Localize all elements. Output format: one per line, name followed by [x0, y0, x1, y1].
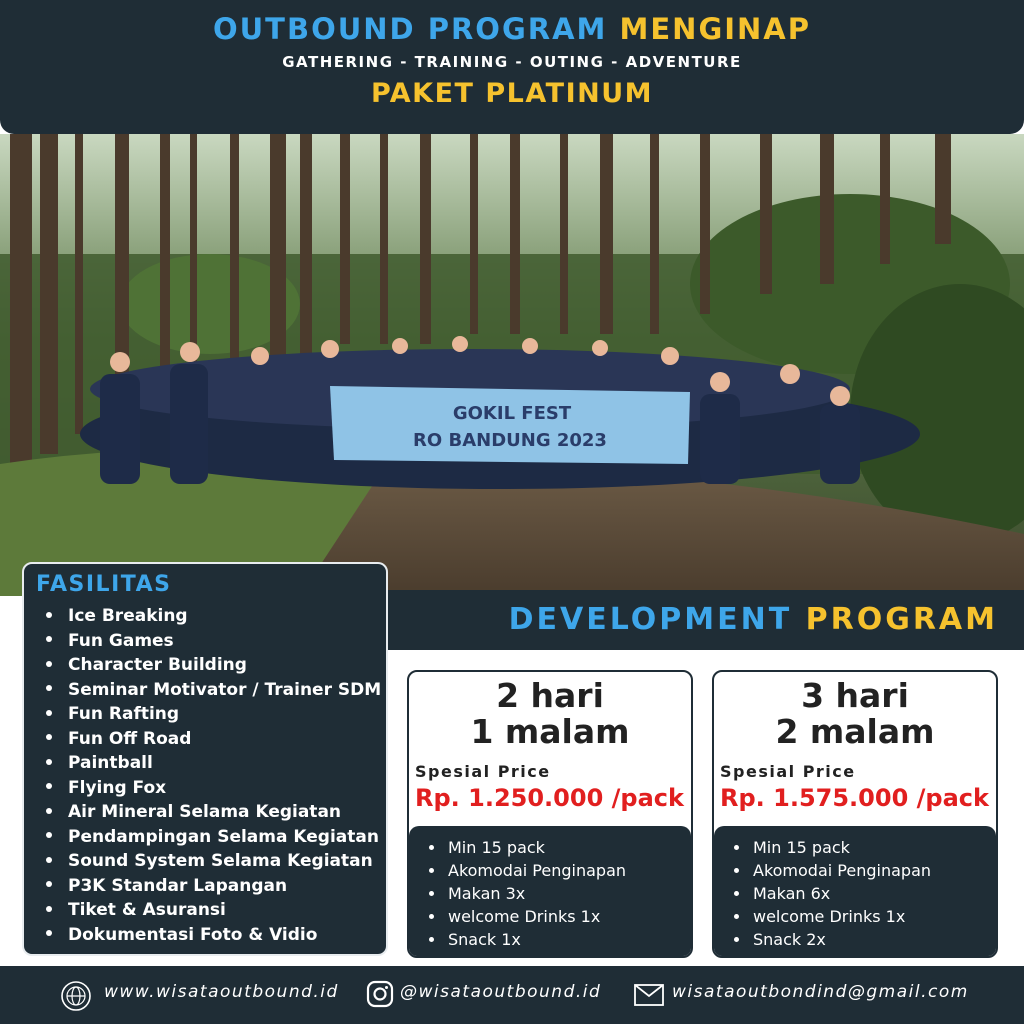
list-item: welcome Drinks 1x	[730, 905, 931, 928]
list-item: Sound System Selama Kegiatan	[40, 849, 381, 874]
title-part-2: MENGINAP	[619, 12, 812, 46]
banner-line-1: GOKIL FEST	[452, 403, 572, 424]
bullet-icon	[46, 685, 52, 691]
list-item: Akomodai Penginapan	[425, 859, 626, 882]
duration-days: 2 hari	[496, 676, 604, 715]
list-item: Fun Games	[40, 629, 381, 654]
package-card-3d2n	[712, 670, 998, 958]
bullet-icon	[46, 710, 52, 716]
fasilitas-panel	[22, 562, 388, 956]
package-duration	[409, 678, 691, 750]
bullet-icon	[734, 891, 739, 896]
group-photo	[0, 134, 1024, 596]
list-item: Pendampingan Selama Kegiatan	[40, 825, 381, 850]
list-item: Akomodai Penginapan	[730, 859, 931, 882]
title-part-1: OUTBOUND PROGRAM	[212, 12, 608, 46]
list-item: Paintball	[40, 751, 381, 776]
bullet-icon	[734, 845, 739, 850]
bullet-icon	[46, 857, 52, 863]
duration-nights: 2 malam	[775, 712, 935, 751]
bullet-icon	[46, 930, 52, 936]
bullet-icon	[46, 759, 52, 765]
list-item: Fun Rafting	[40, 702, 381, 727]
bullet-icon	[46, 881, 52, 887]
package-price: Rp. 1.575.000 /pack	[720, 784, 989, 812]
bullet-icon	[46, 783, 52, 789]
bullet-icon	[46, 808, 52, 814]
bullet-icon	[429, 868, 434, 873]
list-item: Air Mineral Selama Kegiatan	[40, 800, 381, 825]
bullet-icon	[734, 868, 739, 873]
special-price-label: Spesial Price	[720, 762, 856, 781]
dev-part-1: DEVELOPMENT	[508, 602, 793, 637]
dev-part-2: PROGRAM	[805, 602, 998, 637]
bullet-icon	[429, 845, 434, 850]
duration-nights: 1 malam	[470, 712, 630, 751]
bullet-icon	[429, 914, 434, 919]
bullet-icon	[46, 832, 52, 838]
list-item: P3K Standar Lapangan	[40, 874, 381, 899]
fasilitas-list	[40, 604, 381, 947]
list-item: Dokumentasi Foto & Vidio	[40, 923, 381, 948]
list-item: Snack 2x	[730, 928, 931, 951]
instagram-link[interactable]: @wisataoutbound.id	[400, 982, 602, 1002]
package-card-2d1n	[407, 670, 693, 958]
package-price: Rp. 1.250.000 /pack	[415, 784, 684, 812]
list-item: Snack 1x	[425, 928, 626, 951]
package-duration	[714, 678, 996, 750]
email-link[interactable]: wisataoutbondind@gmail.com	[672, 982, 969, 1002]
list-item: welcome Drinks 1x	[425, 905, 626, 928]
bullet-icon	[46, 734, 52, 740]
website-link[interactable]: www.wisataoutbound.id	[104, 982, 339, 1002]
bullet-icon	[46, 636, 52, 642]
list-item: Character Building	[40, 653, 381, 678]
list-item: Makan 3x	[425, 882, 626, 905]
package-features	[409, 826, 691, 958]
mail-icon	[634, 984, 664, 1006]
fasilitas-title: FASILITAS	[36, 572, 172, 597]
list-item: Makan 6x	[730, 882, 931, 905]
development-program-heading	[509, 602, 998, 637]
instagram-icon	[366, 980, 394, 1008]
development-program-band	[370, 590, 1024, 650]
package-name: PAKET PLATINUM	[370, 78, 654, 109]
list-item: Ice Breaking	[40, 604, 381, 629]
bullet-icon	[46, 906, 52, 912]
bullet-icon	[46, 661, 52, 667]
list-item: Tiket & Asuransi	[40, 898, 381, 923]
globe-icon	[60, 980, 92, 1012]
footer	[0, 966, 1024, 1024]
special-price-label: Spesial Price	[415, 762, 551, 781]
forest-group-photo-illustration	[0, 134, 1024, 596]
list-item: Min 15 pack	[730, 836, 931, 859]
header	[0, 0, 1024, 134]
banner-line-2: RO BANDUNG 2023	[413, 430, 607, 451]
bullet-icon	[429, 891, 434, 896]
event-banner	[330, 386, 690, 464]
bullet-icon	[46, 612, 52, 618]
bullet-icon	[734, 937, 739, 942]
list-item: Flying Fox	[40, 776, 381, 801]
list-item: Seminar Motivator / Trainer SDM	[40, 678, 381, 703]
subtitle: GATHERING - TRAINING - OUTING - ADVENTURE	[282, 53, 742, 71]
page-title	[0, 12, 1024, 46]
duration-days: 3 hari	[801, 676, 909, 715]
list-item: Fun Off Road	[40, 727, 381, 752]
package-features	[714, 826, 996, 958]
list-item: Min 15 pack	[425, 836, 626, 859]
bullet-icon	[734, 914, 739, 919]
bullet-icon	[429, 937, 434, 942]
